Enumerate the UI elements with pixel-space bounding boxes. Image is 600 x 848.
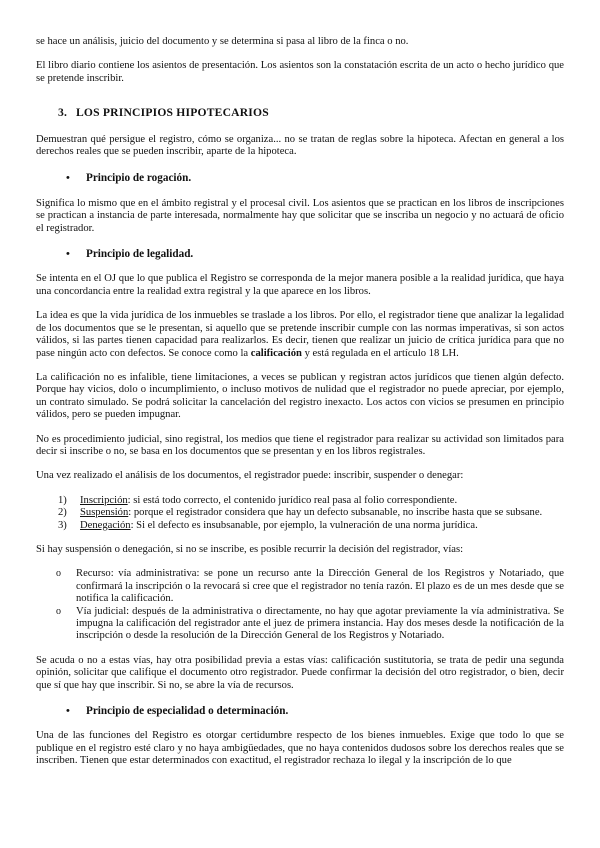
list-item	[36, 568, 564, 605]
bullet-icon: •	[66, 172, 70, 185]
list-text: Vía judicial: después de la administrativa o directamente, no hay que agotar previamente la vía administrativa. Se impugna la calificación del registrador ante el juez de primera instancia. Hay dos meses desde la notificación de la inscripción o desde la resolución de la Dirección General de los Registros y Notariado.	[76, 605, 564, 642]
paragraph-libro-finca: se hace un análisis, juicio del documento y se determina si pasa al libro de la finca o no.	[36, 36, 409, 47]
section-title: LOS PRINCIPIOS HIPOTECARIOS	[76, 106, 269, 120]
text-run: La idea es que la vida jurídica de los inmuebles se traslade a los libros. Por ello, el registrador tiene que analizar la legalidad de los documentos que se le presentan, si aquello que se pretende inscribir cumple con las normas imperativas, si son actos válidos, si las partes tienen capacidad para realizarlos. Es decir, tienen que realizar un juicio de crítica jurídica para que no pase ningún acto con defectos. Se conoce como la	[36, 310, 564, 359]
paragraph-legalidad-2	[36, 310, 564, 360]
paragraph-legalidad-4: No es procedimiento judicial, sino registral, los medios que tiene el registrador para realizar su actividad son limitados para decir si inscribe o no, se basa en los documentos que se presentan y en los libros registrales.	[36, 433, 564, 457]
circle-bullet-icon: o	[56, 605, 61, 617]
list-item	[36, 520, 564, 532]
circle-bullet-icon: o	[56, 568, 61, 580]
list-text	[80, 507, 542, 519]
list-desc: : porque el registrador considera que hay un defecto subsanable, no inscribe hasta que se subsane.	[128, 507, 543, 519]
list-number: 1)	[58, 494, 67, 506]
heading-rogacion	[36, 172, 564, 184]
heading-especialidad	[36, 705, 564, 717]
list-vias	[36, 568, 564, 642]
section-heading-principios	[36, 107, 564, 119]
document-page	[36, 36, 564, 768]
list-desc: : si está todo correcto, el contenido jurídico real pasa al folio correspondiente.	[127, 494, 458, 506]
paragraph-legalidad-5: Una vez realizado el análisis de los documentos, el registrador puede: inscribir, suspender o denegar:	[36, 470, 464, 482]
paragraph-legalidad-6: Si hay suspensión o denegación, si no se inscribe, es posible recurrir la decisión del registrador, vías:	[36, 543, 464, 555]
list-term: Suspensión	[80, 507, 129, 519]
paragraph-libro-diario: El libro diario contiene los asientos de presentación. Los asientos son la constatación escrita de un acto o hecho jurídico que se pretende inscribir.	[36, 60, 564, 84]
list-number: 3)	[58, 519, 67, 531]
list-text	[80, 520, 478, 532]
list-text	[80, 495, 457, 507]
list-item	[36, 495, 564, 507]
heading-especialidad-title: Principio de especialidad o determinación.	[86, 705, 289, 718]
heading-legalidad	[36, 248, 564, 260]
paragraph-legalidad-7: Se acuda o no a estas vías, hay otra posibilidad previa a estas vías: calificación sustitutoria, se trata de pedir una segunda opinión, solicitar que califique el documento otro registrador. Puede confirmar la decisión del otro registrador, o bien, decir que sí que hay que inscribir. Si no, se abre la vía de recursos.	[36, 654, 564, 691]
paragraph-especialidad: Una de las funciones del Registro es otorgar certidumbre respecto de los bienes inmuebles. Exige que todo lo que se publique en el registro esté claro y no haya ambigüedades, que no haya contenidos dudosos sobre los derechos reales que se inscriben. Tienen que estar determinados con exactitud, el registrador rechaza lo ilegal y la inscripción de lo que	[36, 730, 564, 767]
list-term: Inscripción	[80, 494, 128, 506]
paragraph-principios-intro: Demuestran qué persigue el registro, cómo se organiza... no se tratan de reglas sobre la hipoteca. Afectan en general a los derechos reales que se pueden inscribir, aparte de la hipoteca.	[36, 133, 564, 158]
paragraph-legalidad-3: La calificación no es infalible, tiene limitaciones, a veces se publican y registran actos jurídicos que tienen algún defecto. Porque hay vicios, dolo o incumplimiento, o incluso motivos de nulidad que el registrador no puede apreciar, por ejemplo, un contrato simulado. Se podrá solicitar la cancelación del registro inexacto. Los actos con vicios se presumen en principio válidos, pero se pueden impugnar.	[36, 371, 564, 421]
term-calificacion: calificación	[250, 347, 302, 359]
list-desc: : Si el defecto es insubsanable, por ejemplo, la vulneración de una norma jurídica.	[130, 519, 478, 531]
paragraph-legalidad-1: Se intenta en el OJ que lo que publica el Registro se corresponda de la mejor manera posible a la realidad jurídica, que haya una concordancia entre la realidad extra registral y la que aparece en los libros.	[36, 273, 564, 297]
section-number: 3.	[58, 106, 68, 120]
list-term: Denegación	[80, 519, 131, 531]
bullet-icon: •	[66, 248, 70, 261]
list-item	[36, 606, 564, 643]
heading-legalidad-title: Principio de legalidad.	[86, 248, 194, 261]
numbered-list-decisiones	[36, 495, 564, 532]
paragraph-rogacion: Significa lo mismo que en el ámbito registral y el procesal civil. Los asientos que se practican en los libros de inscripciones se practican a instancia de parte interesada, normalmente hay que solicitar que se inscriba un negocio y no actuará de oficio el registrador.	[36, 197, 564, 234]
list-number: 2)	[58, 507, 67, 519]
bullet-icon: •	[66, 705, 70, 718]
list-item	[36, 507, 564, 519]
text-run: y está regulada en el artículo 18 LH.	[301, 347, 459, 359]
heading-rogacion-title: Principio de rogación.	[86, 172, 192, 185]
list-text: Recurso: vía administrativa: se pone un recurso ante la Dirección General de los Registros y Notariado, que confirmará la inscripción o la revocará si cree que el registrador no tenía razón. El plazo es de un mes desde que se notifica la calificación.	[76, 568, 564, 605]
